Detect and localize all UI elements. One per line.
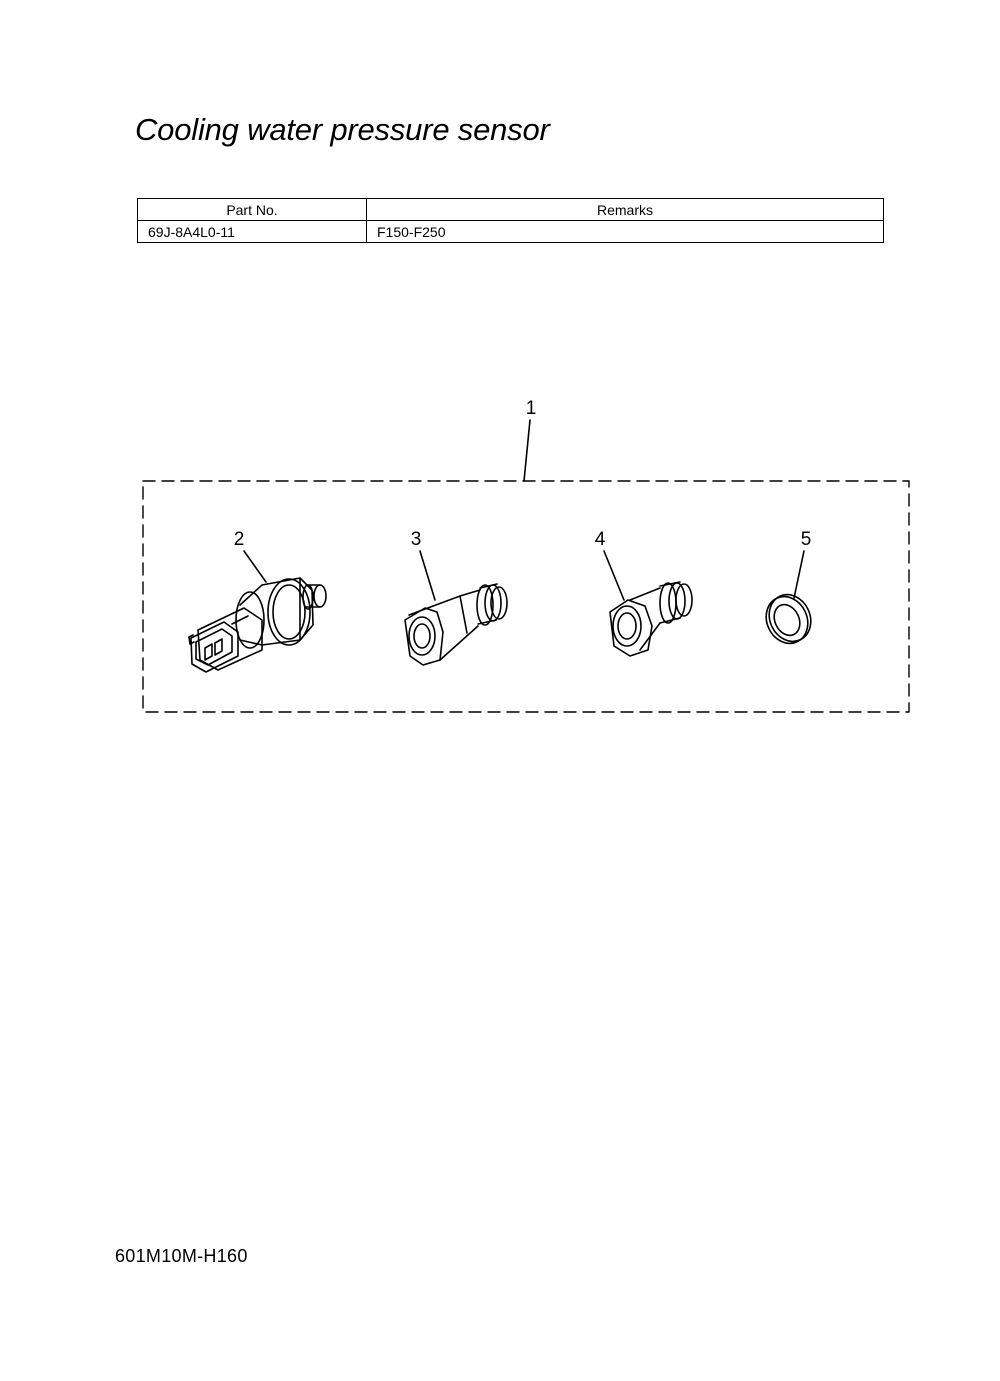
part-number-cell: 69J-8A4L0-11 xyxy=(138,221,367,243)
leader-line-1 xyxy=(524,420,530,481)
washer-icon xyxy=(759,588,819,650)
leader-line-5 xyxy=(794,551,804,598)
adapter-fitting-short-icon xyxy=(610,582,692,656)
document-code: 601M10M-H160 xyxy=(115,1246,248,1266)
pressure-sensor-icon xyxy=(189,578,326,672)
callout-2: 2 xyxy=(233,529,245,550)
column-header-remarks: Remarks xyxy=(367,199,884,221)
leader-line-4 xyxy=(604,551,624,600)
adapter-fitting-long-icon xyxy=(405,584,507,665)
leader-line-2 xyxy=(244,551,266,582)
leader-line-3 xyxy=(420,551,435,600)
column-header-part-no: Part No. xyxy=(138,199,367,221)
callout-5: 5 xyxy=(800,529,812,550)
page-title: Cooling water pressure sensor xyxy=(135,112,550,147)
remarks-cell: F150-F250 xyxy=(367,221,884,243)
callout-1: 1 xyxy=(525,398,537,419)
callout-4: 4 xyxy=(594,529,606,550)
callout-3: 3 xyxy=(410,529,422,550)
